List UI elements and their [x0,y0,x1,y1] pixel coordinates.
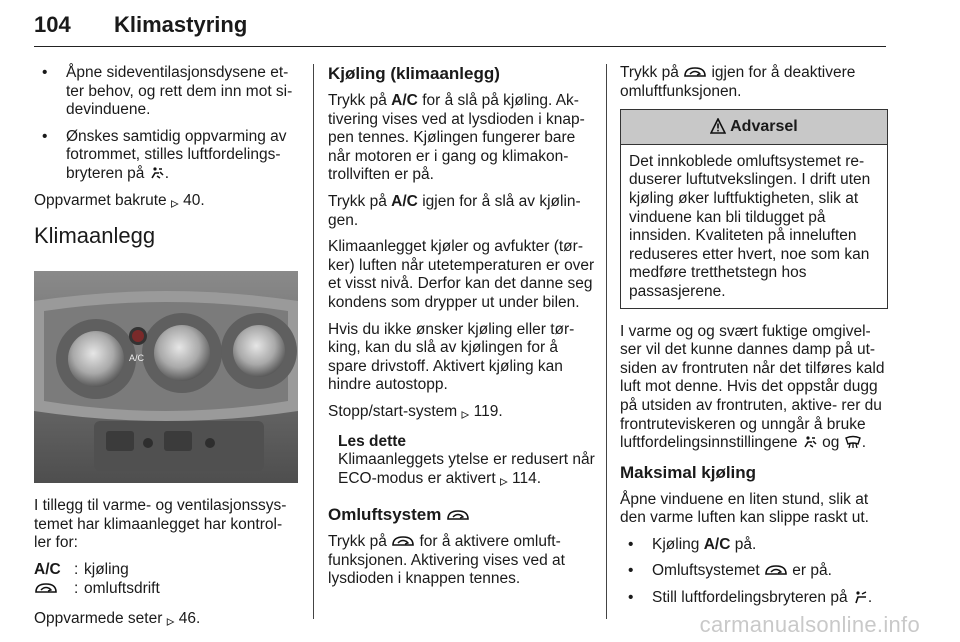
page-header [34,6,886,47]
section-heading: Maksimal kjøling [620,462,757,482]
paragraph: Trykk på for å aktivere omluft- funksjonen. Aktivering vises ved at lysdioden i knappen tennes. [328,533,565,588]
recirculation-icon [764,562,788,578]
def-desc: omluftsdrift [84,579,160,597]
column-1 [34,64,300,640]
list-item: • Still luftfordelingsbryteren på . [620,589,888,608]
paragraph: Trykk på igjen for å deaktivere omluftfunksjonen. [620,64,856,100]
heated-seats-ref: Oppvarmede seter ▹ 46. [34,610,201,631]
ref-arrow-icon: ▹ [499,472,508,490]
warning-text: Det innkoblede omluftsystemet re- duserer luftutvekslingen. I drift uten kjøling øker luftfuktigheten, slik at vinduene kan bli tildugget på innsiden. Kvaliteten på inneluften reduseres etter hvert, noe som kan medføre tretthetstegn hos passasjerene. [629,152,871,300]
list-item: • Ønskes samtidig oppvarming av fotrommet, stilles luftfordelings- bryteren på . [34,128,300,184]
foot-vent-icon [802,434,818,450]
face-vent-icon [852,589,868,605]
list-item: • Åpne sideventilasjonsdysene et- ter behov, og rett dem inn mot si- devinduene. [34,64,300,120]
recirculation-icon [34,580,74,599]
section-heading: Klimaanlegg [34,223,156,249]
def-term-ac: A/C [34,560,61,578]
paragraph: Trykk på A/C for å slå på kjøling. Ak- tivering vises ved at lysdioden i knap- pen tennes. Kjølingen fungerer bare når motoren er i gang og klimakon- trollviften er på. [328,92,585,184]
photo-ac-label: A/C [129,353,145,364]
list-item: • Kjøling A/C på. [620,536,888,555]
foot-vent-icon [149,165,165,181]
warning-header: Advarsel [621,110,887,145]
recirculation-icon [391,533,415,549]
warning-triangle-icon [710,118,726,134]
page-number: 104 [34,12,71,37]
paragraph: I varme og og svært fuktige omgivel- ser vil det kunne dannes damp på ut- siden av frontruten når det tilføres kald luft mot denne. Hvis det oppstår dugg på utsiden av frontruten, aktive- rer du frontruteviskeren og unngår å bruke luftfordelingsinnstillingene og . [620,322,885,452]
watermark: carmanualsonline.info [699,612,920,637]
heated-rear-window-ref: Oppvarmet bakrute ▹ 40. [34,191,205,212]
def-desc: kjøling [84,560,129,578]
note-title: Les dette [338,432,407,450]
list-item: • Omluftsystemet er på. [620,562,888,581]
paragraph: Trykk på A/C igjen for å slå av kjølin- gen. [328,192,581,229]
section-heading: Omluftsystem [328,505,596,525]
paragraph: Hvis du ikke ønsker kjøling eller tør- king, kan du slå av kjølingen for å spare drivstoff. Aktivert kjøling kan hindre autostopp. [328,320,575,394]
recirculation-icon [446,507,470,523]
note-block: Les dette Klimaanleggets ytelse er redusert når ECO-modus er aktivert ▹ 114. [338,432,595,490]
paragraph: Klimaanlegget kjøler og avfukter (tør- ker) luften når utetemperaturen er over et visst nivå. Derfor kan det danne seg kondens som drypper ut under bilen. [328,238,595,311]
section-heading: Kjøling (klimaanlegg) [328,64,500,83]
warning-box [620,109,888,308]
column-divider [606,64,607,619]
recirculation-icon [683,64,707,80]
column-divider [313,64,314,619]
ref-arrow-icon: ▹ [461,405,470,423]
column-3 [620,64,888,616]
ref-arrow-icon: ▹ [166,613,175,631]
intro-text: I tillegg til varme- og ventilasjonssys- temet har klimaanlegget har kontrol- ler for: [34,497,287,552]
windscreen-icon [844,434,862,450]
climate-control-photo [34,271,298,483]
column-2 [328,64,596,597]
ref-arrow-icon: ▹ [171,194,179,212]
control-definitions: A/C : kjøling : omluftsdrift [34,561,300,598]
stop-start-ref: Stopp/start-system ▹ 119. [328,402,503,423]
paragraph: Åpne vinduene en liten stund, slik at den varme luften kan slippe raskt ut. [620,490,869,527]
page-title: Klimastyring [114,12,248,37]
